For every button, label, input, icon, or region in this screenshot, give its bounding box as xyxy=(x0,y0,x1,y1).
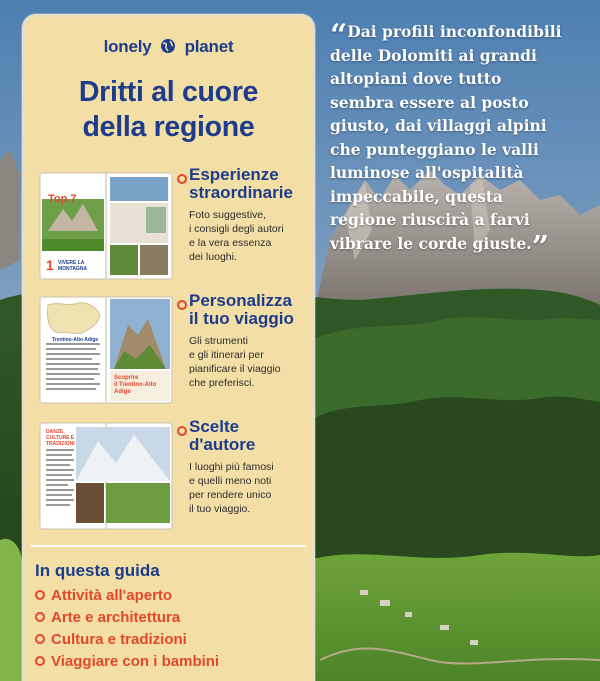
quote-line: altopiani dove tutto xyxy=(330,69,502,88)
bullet-ring-icon xyxy=(35,656,45,666)
close-quote-mark: ” xyxy=(531,229,549,265)
feature-description: Foto suggestive, i consigli degli autori e la vera essenza dei luoghi. xyxy=(189,209,284,263)
brand-name-left: lonely xyxy=(103,37,152,56)
guide-title: In questa guida xyxy=(35,561,160,580)
feature-experiences xyxy=(38,165,308,289)
book-tag: Top 7 xyxy=(48,193,77,205)
guide-info-panel xyxy=(22,14,315,681)
divider xyxy=(31,545,306,547)
feature-personalize xyxy=(38,291,308,415)
brand-name-right: planet xyxy=(184,37,234,56)
bullet-ring-icon xyxy=(177,426,187,436)
open-quote-mark: “ xyxy=(330,18,348,53)
quote-line: impeccabile, questa xyxy=(330,186,504,206)
quote-line: sembra essere al posto xyxy=(330,92,529,112)
quote-line: “Dai profili inconfondibili xyxy=(330,18,562,53)
bullet-ring-icon xyxy=(35,590,45,600)
quote-line: vibrare le corde giuste.” xyxy=(330,229,549,265)
feature-description: I luoghi più famosi e quelli meno noti per rendere unico il tuo viaggio. xyxy=(189,461,274,515)
book-caption: VIVERE LA MONTAGNA xyxy=(58,260,88,272)
quote-line: giusto, dai villaggi alpini xyxy=(330,116,547,135)
bullet-ring-icon xyxy=(177,300,187,310)
book-caption: DANZE, CULTURE E TRADIZIONI xyxy=(46,429,75,447)
quote-block xyxy=(330,18,592,265)
guide-item: Cultura e tradizioni xyxy=(35,631,187,648)
guide-item: Attività all'aperto xyxy=(35,587,172,604)
headline-line: della regione xyxy=(82,111,255,143)
feature-title: Scelte d'autore xyxy=(189,417,256,454)
bullet-ring-icon xyxy=(35,612,45,622)
quote-line: delle Dolomiti ai grandi xyxy=(330,45,537,65)
feature-description: Gli strumenti e gli itinerari per pianificare il viaggio che preferisci. xyxy=(189,335,281,389)
quote-line: che punteggiano le valli xyxy=(330,139,539,159)
brand-logo xyxy=(25,37,312,57)
book-tag: Trentino-Alto Adige xyxy=(52,337,99,343)
bullet-ring-icon xyxy=(35,634,45,644)
guide-item: Arte e architettura xyxy=(35,609,180,626)
bullet-ring-icon xyxy=(177,174,187,184)
guide-item: Viaggiare con i bambini xyxy=(35,653,219,670)
globe-icon xyxy=(160,38,176,54)
book-caption: Scoprire il Trentino-Alto Adige xyxy=(114,375,157,395)
guide-contents-section xyxy=(25,545,312,681)
feature-title: Esperienze straordinarie xyxy=(189,165,293,202)
feature-author-picks xyxy=(38,417,308,541)
quote-line: regione riuscirà a farvi xyxy=(330,210,530,229)
headline-line: Dritti al cuore xyxy=(78,76,259,108)
book-number: 1 xyxy=(46,257,54,273)
quote-line: luminose all'ospitalità xyxy=(330,163,524,182)
feature-title: Personalizza il tuo viaggio xyxy=(189,291,294,328)
panel-headline xyxy=(25,75,312,145)
